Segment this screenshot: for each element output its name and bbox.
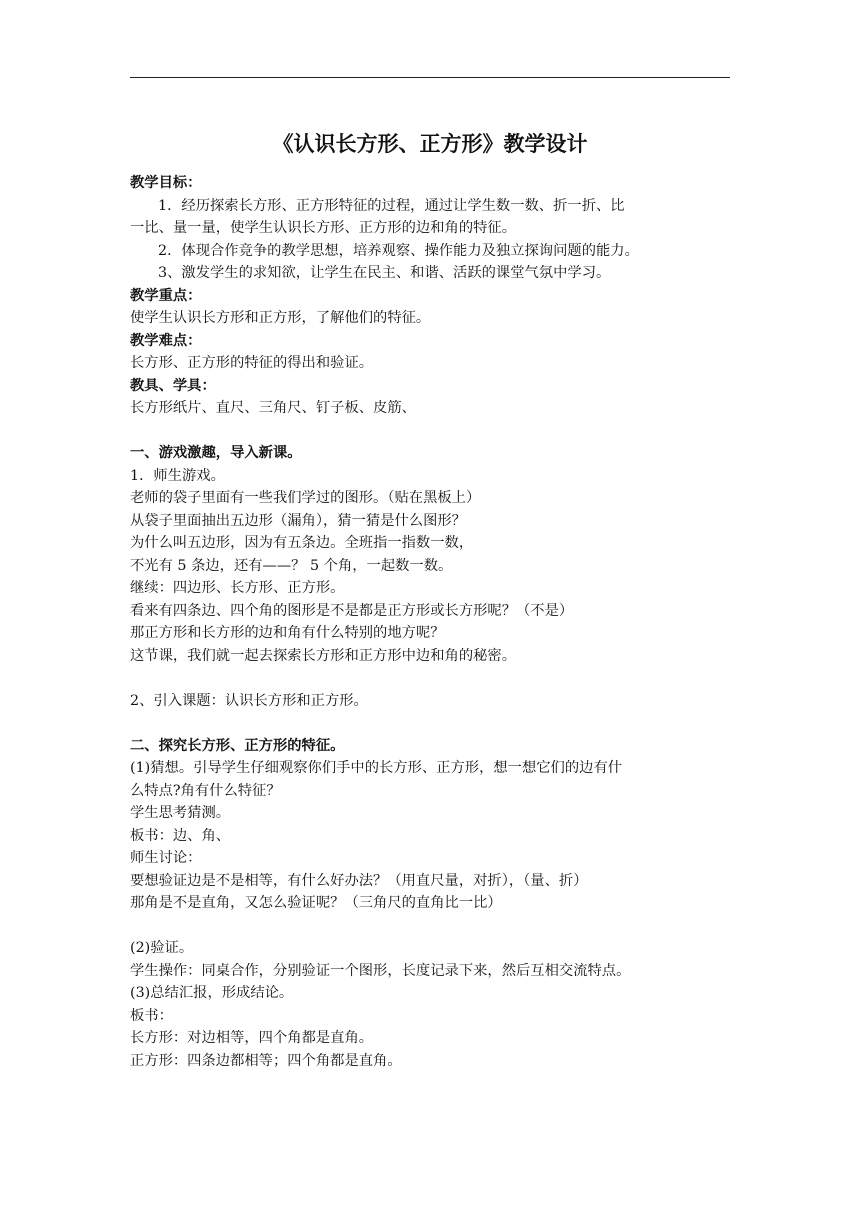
section-2-line: (1)猜想。引导学生仔细观察你们手中的长方形、正方形，想一想它们的边有什 [130, 760, 623, 776]
section-2-line: (2)验证。 [130, 940, 194, 956]
header-rule [130, 77, 730, 78]
document-body [130, 172, 735, 1072]
section-2-line: 学生思考猜测。 [130, 805, 231, 821]
section-2-line: 师生讨论： [130, 850, 202, 866]
section-2-heading: 二、探究长方形、正方形的特征。 [130, 737, 345, 754]
section-2-line: 学生操作：同桌合作，分别验证一个图形，长度记录下来，然后互相交流特点。 [130, 962, 631, 979]
objective-2: 2．体现合作竞争的教学思想，培养观察、操作能力及独立探询问题的能力。 [158, 242, 639, 259]
document-title: 《认识长方形、正方形》教学设计 [272, 131, 588, 156]
section-1-line: 为什么叫五边形，因为有五条边。全班指一指数一数， [130, 535, 474, 551]
focus-heading: 教学重点： [130, 287, 202, 304]
spacer [130, 667, 735, 690]
focus-text: 使学生认识长方形和正方形，了解他们的特征。 [130, 310, 431, 326]
spacer [130, 420, 735, 443]
section-1-line: 老师的袋子里面有一些我们学过的图形。（贴在黑板上） [130, 490, 481, 506]
section-2-line: 么特点?角有什么特征？ [130, 782, 281, 799]
section-2-line: 板书： [130, 1007, 173, 1024]
tools-text: 长方形纸片、直尺、三角尺、钉子板、皮筋、 [130, 400, 416, 416]
objective-3: 3、激发学生的求知欲，让学生在民主、和谐、活跃的课堂气氛中学习。 [158, 265, 611, 281]
objectives-heading: 教学目标： [130, 175, 202, 191]
spacer [130, 915, 735, 938]
section-1-line: 继续：四边形、长方形、正方形。 [130, 580, 345, 596]
section-2-line: 那角是不是直角，又怎么验证呢？（三角尺的直角比一比） [130, 895, 502, 911]
tools-heading: 教具、学具： [130, 377, 216, 394]
objective-1-line-2: 一比、量一量，使学生认识长方形、正方形的边和角的特征。 [130, 220, 517, 236]
section-2-line: 长方形：对边相等，四个角都是直角。 [130, 1030, 374, 1046]
section-2-line: 板书：边、角、 [130, 827, 231, 844]
section-1-heading: 一、游戏激趣，导入新课。 [130, 445, 302, 461]
section-2-line: 要想验证边是不是相等，有什么好办法？（用直尺量，对折），（量、折） [130, 872, 588, 889]
section-1-line: 不光有 5 条边，还有——？ 5 个角，一起数一数。 [130, 557, 453, 574]
section-1-line: 那正方形和长方形的边和角有什么特别的地方呢？ [130, 625, 445, 641]
section-1-line: 1．师生游戏。 [130, 467, 225, 484]
section-1-line: 这节课，我们就一起去探索长方形和正方形中边和角的秘密。 [130, 647, 517, 664]
section-1-intro: 2、引入课题：认识长方形和正方形。 [130, 692, 368, 709]
section-1-line: 从袋子里面抽出五边形（漏角），猜一猜是什么图形？ [130, 512, 466, 529]
section-1-line: 看来有四条边、四个角的图形是不是都是正方形或长方形呢？（不是） [130, 602, 574, 619]
difficulty-text: 长方形、正方形的特征的得出和验证。 [130, 355, 374, 371]
difficulty-heading: 教学难点： [130, 332, 202, 349]
objective-1-line-1: 1．经历探索长方形、正方形特征的过程，通过让学生数一数、折一折、比 [158, 197, 625, 214]
section-2-line: 正方形：四条边都相等；四个角都是直角。 [130, 1052, 402, 1069]
spacer [130, 712, 735, 735]
section-2-line: (3)总结汇报，形成结论。 [130, 985, 294, 1001]
